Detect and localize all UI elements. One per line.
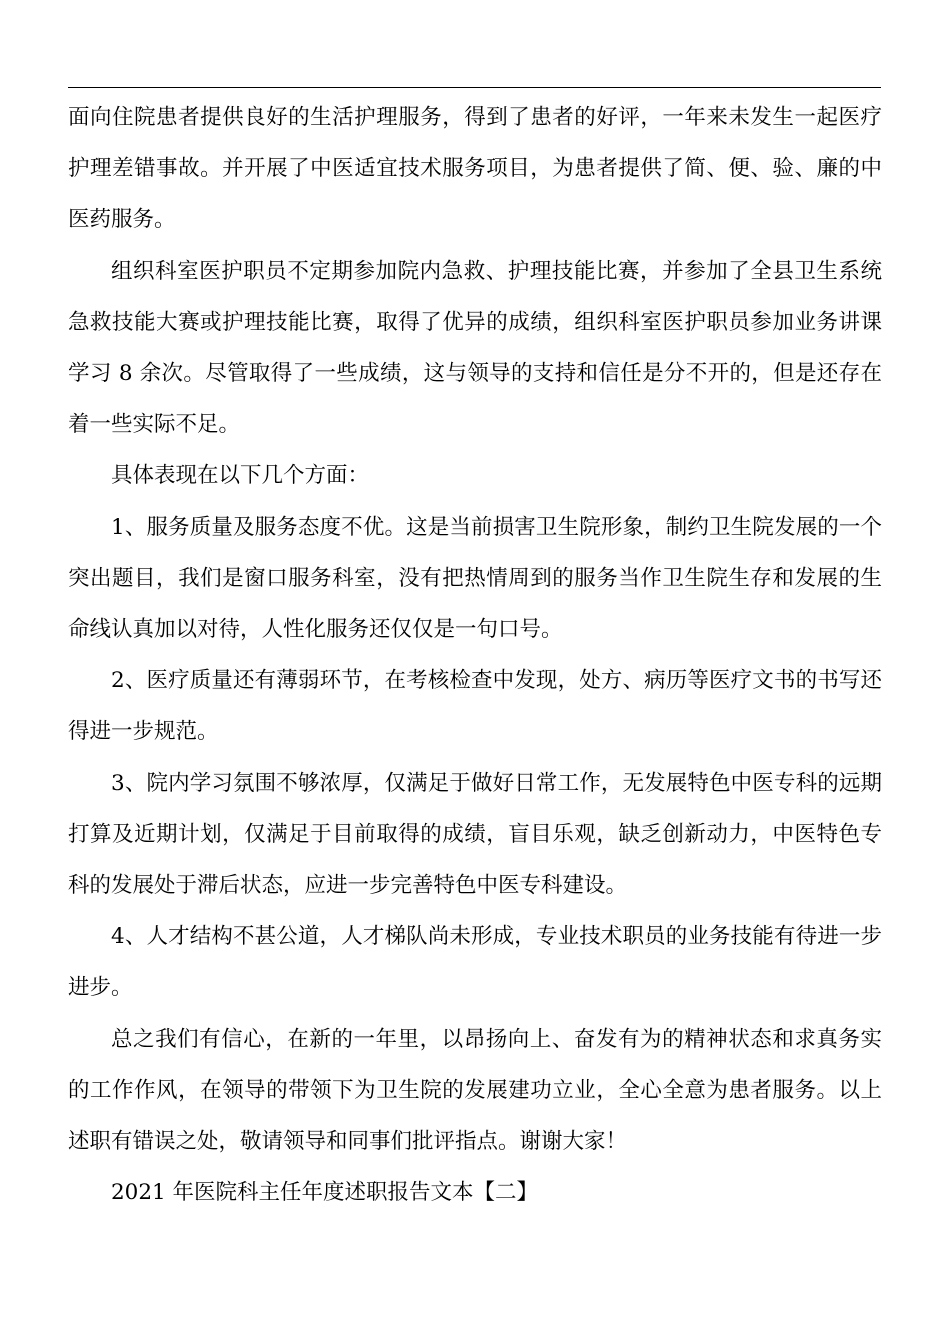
paragraph-conclusion: 总之我们有信心，在新的一年里，以昂扬向上、奋发有为的精神状态和求真务实的工作作风，在领导的带领下为卫生院的发展建功立业，全心全意为患者服务。以上述职有错误之处，敬请领导和同事们批评指点。谢谢大家！ [68,1026,882,1155]
paragraph-shortcomings-intro: 具体表现在以下几个方面： [111,463,370,489]
header-rule [68,87,881,88]
section-heading-two: 2021 年医院科主任年度述职报告文本【二】 [111,1180,539,1206]
paragraph-item-1: 1、服务质量及服务态度不优。这是当前损害卫生院形象，制约卫生院发展的一个突出题目，我们是窗口服务科室，没有把热情周到的服务当作卫生院生存和发展的生命线认真加以对待，人性化服务还仅仅是一句口号。 [68,514,882,643]
paragraph-item-3: 3、院内学习氛围不够浓厚，仅满足于做好日常工作，无发展特色中医专科的远期打算及近期计划，仅满足于目前取得的成绩，盲目乐观，缺乏创新动力，中医特色专科的发展处于滞后状态，应进一步完善特色中医专科建设。 [68,770,882,899]
paragraph-continuation: 面向住院患者提供良好的生活护理服务，得到了患者的好评，一年来未发生一起医疗护理差错事故。并开展了中医适宜技术服务项目，为患者提供了简、便、验、廉的中医药服务。 [68,105,882,233]
paragraph-skills-competition: 组织科室医护职员不定期参加院内急救、护理技能比赛，并参加了全县卫生系统急救技能大赛或护理技能比赛，取得了优异的成绩，组织科室医护职员参加业务讲课学习 8 余次。尽管取得了一些成绩，这与领导的支持和信任是分不开的，但是还存在着一些实际不足。 [68,258,882,438]
paragraph-item-4: 4、人才结构不甚公道，人才梯队尚未形成，专业技术职员的业务技能有待进一步进步。 [68,924,882,1001]
paragraph-item-2: 2、医疗质量还有薄弱环节，在考核检查中发现，处方、病历等医疗文书的书写还得进一步规范。 [68,668,882,745]
document-body [68,92,882,1218]
